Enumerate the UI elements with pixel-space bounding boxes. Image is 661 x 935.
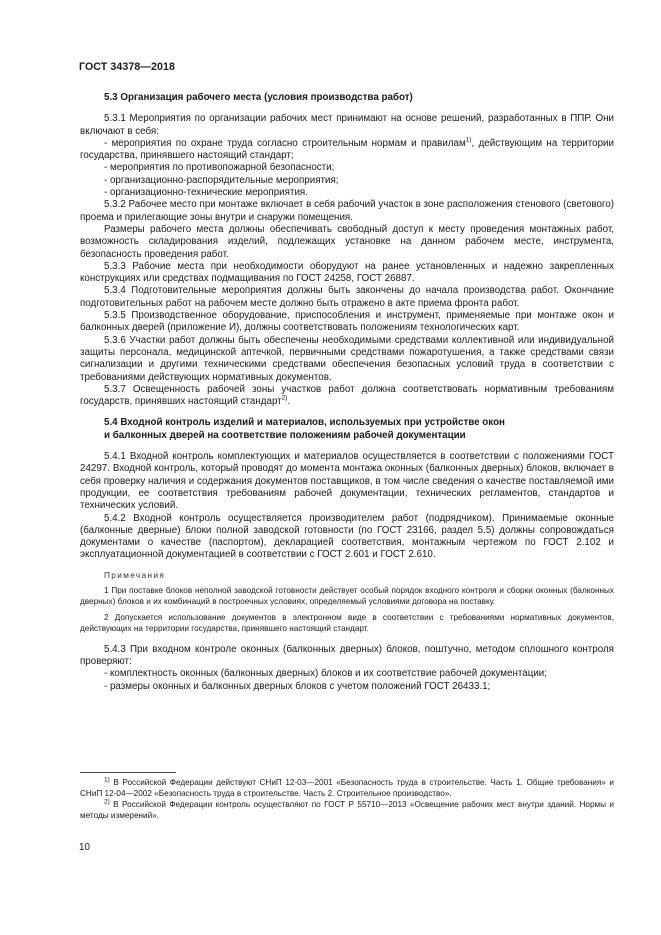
para-5-3-5: 5.3.5 Производственное оборудование, приспособления и инструмент, применяемые при монтаже окон и балконных дверей (приложение И), должны соответствовать положениям технологических карт. <box>80 310 614 334</box>
list-item: - размеры оконных и балконных дверных блоков с учетом положений ГОСТ 26433.1; <box>104 680 491 692</box>
footnote-1 <box>80 778 614 799</box>
notes-title: Примечания <box>104 570 166 580</box>
para-5-3-2-b: Размеры рабочего места должны обеспечивать свободный доступ к месту проведения монтажных работ, возможность складирования изделий, подлежащих установке на данном рабочем месте, инструмента, безопасность проведения работ. <box>80 223 614 260</box>
footnote-mark: 2) <box>104 798 110 806</box>
note-2: 2 Допускается использование документов в электронном виде в соответствии с требованиями нормативных документов, действующих на территории государства, принявшего настоящий стандарт. <box>80 613 614 633</box>
para-5-3-1: 5.3.1 Мероприятия по организации рабочих мест принимают на основе решений, разработанных в ППР. Они включают в себя: <box>80 113 614 137</box>
list-item: - организационно-распорядительные мероприятия; <box>104 174 339 186</box>
footnote-divider <box>80 772 176 773</box>
section-5-4-title-cont: и балконных дверей на соответствие положениям рабочей документации <box>104 429 466 441</box>
list-item <box>80 138 614 163</box>
para-5-4-2: 5.4.2 Входной контроль осуществляется производителем работ (подрядчиком). Принимаемые оконные (балконные дверные) блоки полной заводской готовности (по ГОСТ 23166, раздел 5.5) должны сопровождаться документами о качестве (паспортом), декларацией соответствия, монтажным чертежом по ГОСТ 2.102 и эксплуатационной документацией в соответствии с ГОСТ 2.601 и ГОСТ 2.610. <box>80 512 614 561</box>
note-1: 1 При поставке блоков неполной заводской готовности действует особый порядок входного контроля и сборки оконных (балконных дверных) блоков и их комбинаций в построечных условиях, определяемый условиями договора на поставку. <box>80 586 614 607</box>
para-5-3-4: 5.3.4 Подготовительные мероприятия должны быть закончены до начала производства работ. Окончание подготовительных работ на рабочем месте должно быть отражено в акте приема фронта работ. <box>80 285 614 309</box>
list-item-text: , действующим на территории государства, принявшего настоящий стандарт; <box>80 137 614 162</box>
main-text <box>80 92 614 693</box>
section-5-3-title: 5.3 Организация рабочего места (условия производства работ) <box>104 92 413 103</box>
footnote-2 <box>80 800 614 821</box>
footnote-ref: 2) <box>281 394 288 402</box>
list-item: - мероприятия по противопожарной безопасности; <box>104 162 335 174</box>
footnote-text: В Российской Федерации действуют СНиП 12-03—2001 «Безопасность труда в строительстве. Часть 1. Общие требования» и СНиП 12-04—2002 «Безопасность труда в строительстве. Часть 2. Строительное производство». <box>80 778 614 798</box>
para-text: . <box>287 396 291 408</box>
list-item-text: - мероприятия по охране труда согласно строительным нормам и правилам <box>104 137 466 149</box>
footnotes <box>80 778 614 822</box>
footnote-ref: 1) <box>465 136 472 144</box>
para-5-4-1: 5.4.1 Входной контроль комплектующих и материалов осуществляется в соответствии с положениями ГОСТ 24297. Входной контроль, который проводят до момента монтажа оконных (балконных дверных) блоков, включает в себя проверку наличия и содержания документов поставщиков, в том числе сведения о качестве поставляемой ими продукции, ее соответствия требованиям рабочей документации, технических регламентов, стандартов и технических условий. <box>80 451 614 512</box>
page-number: 10 <box>79 842 90 853</box>
para-5-3-2: 5.3.2 Рабочее место при монтаже включает в себя рабочий участок в зоне расположения стенового (светового) проема и прилегающие зоны внутри и снаружи помещения. <box>80 199 614 223</box>
para-5-4-3: 5.4.3 При входном контроле оконных (балконных дверных) блоков, поштучно, методом сплошного контроля проверяют: <box>80 643 614 667</box>
list-item: - организационно-технические мероприятия. <box>104 187 308 199</box>
notes-block <box>80 571 614 635</box>
standard-header: ГОСТ 34378—2018 <box>79 61 176 73</box>
footnote-mark: 1) <box>104 776 110 784</box>
list-item: - комплектность оконных (балконных дверных) блоков и их соответствие рабочей документации; <box>104 668 547 680</box>
para-5-3-7 <box>80 384 614 409</box>
para-5-3-3: 5.3.3 Рабочие места при необходимости оборудуют на ранее установленных и надежно закрепленных конструкциях или средствах подмащивания по ГОСТ 24258, ГОСТ 26887. <box>80 260 614 285</box>
footnote-text: В Российской Федерации контроль осуществляют по ГОСТ Р 55710—2013 «Освещение рабочих мест внутри зданий. Нормы и методы измерений». <box>80 800 614 820</box>
section-5-4-title: 5.4 Входной контроль изделий и материалов, используемых при устройстве окон <box>104 417 505 429</box>
para-5-3-6: 5.3.6 Участки работ должны быть обеспечены необходимыми средствами коллективной или индивидуальной защиты персонала, медицинской аптечкой, первичными средствами пожаротушения, а также средствами связи сигнализации и другими техническими средствами обеспечения безопасных условий труда в соответствии с требованиями действующих нормативных документов. <box>80 334 614 383</box>
para-text: 5.3.7 Освещенность рабочей зоны участков работ должна соответствовать нормативным требованиям государств, принявших настоящий стандарт <box>80 383 614 408</box>
